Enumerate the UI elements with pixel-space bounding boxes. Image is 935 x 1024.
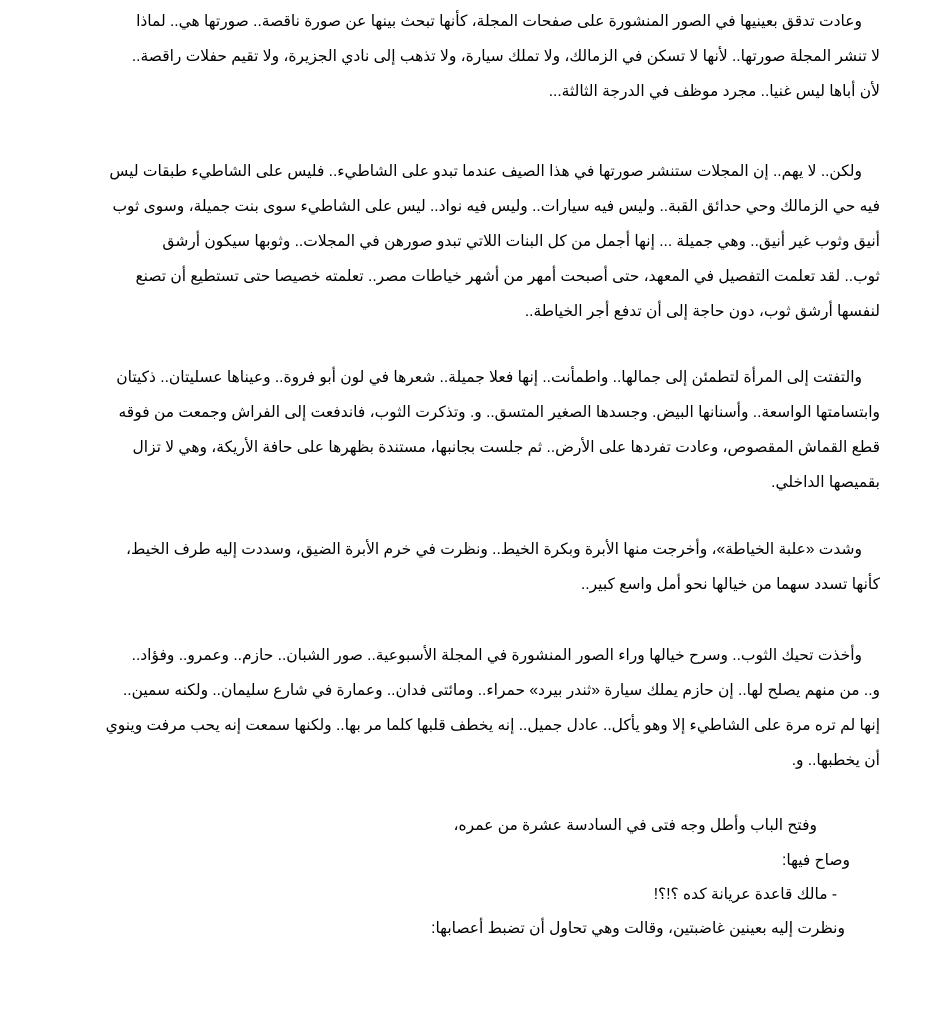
dialogue-line: - مالك قاعدة عريانة كده ؟!؟!	[653, 886, 837, 903]
paragraph-line: و.. من منهم يصلح لها.. إن حازم يملك سيارة «ثندر بيرد» حمراء.. ومائتى فدان.. وعمارة في شارع سليمان.. ولكنه سمين..	[122, 682, 880, 699]
paragraph-line: ثوب.. لقد تعلمت التفصيل في المعهد، حتى أصبحت أمهر من أشهر خياطات مصر.. تعلمته خصيصا حتى تستطيع أن تصنع	[135, 268, 880, 285]
paragraph-line: إنها لم تره مرة على الشاطيء إلا وهو يأكل.. عادل جميل.. إنه يخطف قلبها كلما مر بها.. ولكنها سمعت إنه يحب مرفت وينوي	[105, 717, 880, 734]
paragraph-line: وأخذت تحيك الثوب.. وسرح خيالها وراء الصور المنشورة في المجلة الأسبوعية.. صور الشبان.. حازم.. وعمرو.. وفؤاد..	[131, 647, 862, 664]
paragraph-line: فيه حي الزمالك وحي حدائق القبة.. وليس فيه سيارات.. وليس فيه نواد.. ليس على الشاطيء سوى بنت جميلة، وسوى ثوب	[112, 198, 880, 215]
paragraph-line: أنيق وثوب غير أنيق.. وهي جميلة ... إنها أجمل من كل البنات اللاتي تبدو صورهن في المجلات.. وثوبها سيكون أرشق	[162, 233, 880, 250]
paragraph-2	[100, 154, 880, 329]
paragraph-4	[100, 532, 880, 602]
paragraph-line: لنفسها أرشق ثوب، دون حاجة إلى أن تدفع أجر الخياطة..	[524, 303, 880, 320]
dialogue-line: ونظرت إليه بعينين غاضبتين، وقالت وهي تحاول أن تضبط أعصابها:	[431, 920, 845, 937]
paragraph-1	[100, 4, 880, 109]
paragraph-line: والتفتت إلى المرأة لتطمئن إلى جمالها.. واطمأنت.. إنها فعلا جميلة.. شعرها في لون أبو فروة.. وعيناها عسليتان.. ذكيتان	[116, 369, 862, 386]
paragraph-line: لأن أباها ليس غنيا.. مجرد موظف في الدرجة الثالثة...	[548, 83, 880, 100]
paragraph-3	[100, 360, 880, 500]
dialogue-line: وصاح فيها:	[782, 852, 850, 869]
paragraph-line: أن يخطبها.. و.	[791, 752, 880, 769]
paragraph-line: لا تنشر المجلة صورتها.. لأنها لا تسكن في الزمالك، ولا تملك سيارة، ولا تذهب إلى نادي الجزيرة، ولا تقيم حفلات راقصة..	[131, 48, 880, 65]
dialogue-line: وفتح الباب وأطل وجه فتى في السادسة عشرة من عمره،	[453, 817, 817, 834]
paragraph-line: وعادت تدقق بعينيها في الصور المنشورة على صفحات المجلة، كأنها تبحث بينها عن صورة ناقصة.. صورتها هي.. لماذا	[136, 13, 862, 30]
paragraph-line: كأنها تسدد سهما من خيالها نحو أمل واسع كبير..	[580, 576, 880, 593]
paragraph-5	[100, 638, 880, 778]
paragraph-line: وابتسامتها الواسعة.. وأسنانها البيض. وجسدها الصغير المتسق.. و. وتذكرت الثوب، فاندفعت إلى الفراش وجمعت من فوقه	[118, 404, 880, 421]
paragraph-line: بقميصها الداخلي.	[771, 474, 880, 491]
paragraph-line: وشدت «علبة الخياطة»، وأخرجت منها الأبرة وبكرة الخيط.. ونظرت في خرم الأبرة الضيق، وسددت إليه طرف الخيط،	[125, 541, 862, 558]
paragraph-line: قطع القماش المقصوص، وعادت تفردها على الأرض.. ثم جلست بجانبها، مستندة بظهرها على حافة الأريكة، وهي لا تزال	[132, 439, 880, 456]
paragraph-line: ولكن.. لا يهم.. إن المجلات ستنشر صورتها في هذا الصيف عندما تبدو على الشاطيء.. فليس على الشاطيء طبقات ليس	[109, 163, 862, 180]
